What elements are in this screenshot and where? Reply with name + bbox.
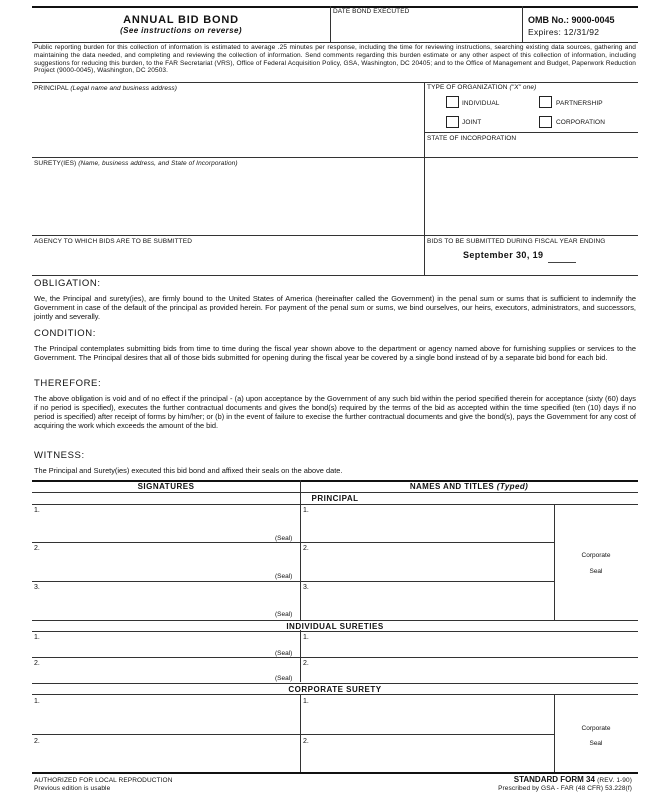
table-divider-1 (300, 480, 301, 620)
fiscal-year-label: BIDS TO BE SUBMITTED DURING FISCAL YEAR ENDING (427, 238, 606, 245)
individual-sureties-header-line (32, 631, 638, 632)
condition-text: The Principal contemplates submitting bids from time to time during the fiscal year shown above to the department or agency named above for furnishing supplies or services to the Government. The Principal desires that all of those bids submitted for opening during the fiscal year be covered by a single bond instead of by a separate bid bond for each bid. (34, 344, 636, 362)
previous-edition-note: Previous edition is usable (34, 785, 111, 792)
org-type-label (427, 84, 536, 91)
partnership-label: PARTNERSHIP (556, 100, 603, 107)
individual-surety-name-2-number: 2. (303, 660, 309, 667)
names-titles-label: NAMES AND TITLES (409, 482, 495, 491)
org-type-label-text: TYPE OF ORGANIZATION (427, 84, 508, 91)
form-title: ANNUAL BID BOND (123, 14, 239, 26)
principal-seal-1: (Seal) (275, 535, 293, 542)
corporate-surety-corporate-label: Corporate (581, 725, 611, 732)
principal-seal-3: (Seal) (275, 611, 293, 618)
principal-corporate-label: Corporate (581, 552, 611, 559)
names-titles-hint: (Typed) (496, 482, 529, 491)
individual-surety-signature-1-field[interactable] (42, 633, 294, 657)
principal-name-1-number: 1. (303, 507, 309, 514)
signatures-column-header: SIGNATURES (137, 482, 195, 491)
individual-surety-signature-2-field[interactable] (42, 659, 294, 681)
individual-surety-1-number: 1. (34, 634, 40, 641)
surety-label (34, 160, 238, 167)
principal-name-3-field[interactable] (312, 583, 550, 619)
corporate-surety-name-2-field[interactable] (312, 737, 550, 771)
table-bottom-border (32, 772, 638, 774)
agency-field[interactable] (34, 247, 420, 273)
obligation-heading: OBLIGATION: (34, 278, 101, 289)
corporation-label: CORPORATION (556, 119, 606, 126)
individual-surety-row-line (32, 657, 638, 658)
state-top-line (424, 132, 638, 133)
names-titles-column-header (300, 482, 638, 491)
corporate-surety-name-2-number: 2. (303, 738, 309, 745)
date-bond-executed-field[interactable] (334, 16, 520, 40)
individual-surety-name-2-field[interactable] (312, 659, 634, 681)
principal-section-line (32, 504, 638, 505)
expiration-date: Expires: 12/31/92 (528, 27, 600, 37)
principal-label (34, 85, 177, 92)
individual-surety-seal-2: (Seal) (275, 675, 293, 682)
surety-hint: (Name, business address, and State of Incorporation) (78, 160, 238, 167)
surety-top-line (32, 157, 638, 158)
therefore-text: The above obligation is void and of no effect if the principal - (a) upon acceptance by the Government of any such bid within the period specified therein for acceptance (sixty (60) days if no period is specified), executes the further contractual documents and gives the bond(s) required by the terms of the bid as accepted within the time specified (ten (10) days if no period is specified) after receipt of forms by him/her; or (b) in the event of failure to execise the further contractual documents and give the bond(s), pays the Government for any cost of acquiring the work which exceeds the amount of the bid. (34, 394, 636, 430)
standard-form-line (514, 775, 632, 784)
individual-surety-name-1-number: 1. (303, 634, 309, 641)
joint-checkbox[interactable] (446, 116, 459, 128)
principal-name-1-field[interactable] (312, 506, 550, 542)
principal-field[interactable] (34, 94, 420, 154)
principal-signature-1-number: 1. (34, 507, 40, 514)
table-header-line (32, 492, 638, 493)
partnership-checkbox[interactable] (539, 96, 552, 108)
individual-label: INDIVIDUAL (462, 100, 500, 107)
agency-top-line (32, 235, 638, 236)
corporation-checkbox[interactable] (539, 116, 552, 128)
state-of-incorporation-field[interactable] (428, 144, 634, 156)
omb-number: OMB No.: 9000-0045 (528, 15, 615, 25)
corporate-surety-1-number: 1. (34, 698, 40, 705)
principal-top-line (32, 82, 638, 83)
witness-heading: WITNESS: (34, 450, 85, 461)
corporate-surety-name-1-number: 1. (303, 698, 309, 705)
header-divider-right (522, 6, 523, 42)
corporate-surety-name-1-field[interactable] (312, 697, 550, 733)
table-divider-3 (300, 694, 301, 772)
corporate-surety-signature-2-field[interactable] (42, 737, 294, 771)
individual-checkbox[interactable] (446, 96, 459, 108)
principal-signature-1-field[interactable] (42, 506, 294, 542)
principal-hint: (Legal name and business address) (70, 85, 178, 92)
state-of-incorporation-label: STATE OF INCORPORATION (427, 135, 517, 142)
form-subtitle: (See instructions on reverse) (120, 26, 242, 35)
surety-label-text: SURETY(IES) (34, 160, 77, 167)
witness-text: The Principal and Surety(ies) executed this bid bond and affixed their seals on the above date. (34, 466, 343, 475)
corporate-surety-seal-label: Seal (589, 740, 603, 747)
individual-sureties-heading: INDIVIDUAL SURETIES (286, 622, 384, 631)
principal-row-1-line (32, 542, 554, 543)
corporate-surety-2-number: 2. (34, 738, 40, 745)
principal-signature-3-field[interactable] (42, 583, 294, 619)
therefore-heading: THEREFORE: (34, 378, 102, 389)
date-bond-executed-label: DATE BOND EXECUTED (333, 8, 410, 15)
principal-name-3-number: 3. (303, 584, 309, 591)
principal-seal-label: Seal (589, 568, 603, 575)
corporate-surety-heading: CORPORATE SURETY (288, 685, 382, 694)
agency-bottom-line (32, 275, 638, 276)
principal-name-2-field[interactable] (312, 544, 550, 580)
org-type-hint: ("X" one) (509, 84, 537, 91)
corporate-seal-divider-2 (554, 694, 555, 772)
burden-notice: Public reporting burden for this collection of information is estimated to average .25 minutes per response, including the time for reviewing instructions, searching existing data sources, gathering and maintaining the data needed, and completing and reviewing the collection of information. Send comments regarding this burden estimate or any other aspect of this collection of information, including suggestions for reducing this burden, to the FAR Secretariat (VRS), Office of Federal Acquisition Policy, GSA, Washington, DC 20405; and to the Office of Management and Budget, Paperwork Reduction Project (9000-0045), Washington, DC 20503. (34, 44, 636, 75)
header-bottom-line (32, 42, 638, 43)
corporate-surety-signature-1-field[interactable] (42, 697, 294, 733)
table-divider-2 (300, 630, 301, 682)
individual-surety-2-number: 2. (34, 660, 40, 667)
principal-name-2-number: 2. (303, 545, 309, 552)
standard-form-name: STANDARD FORM 34 (513, 775, 595, 784)
corporate-seal-divider-1 (554, 504, 555, 620)
surety-field[interactable] (34, 170, 634, 232)
principal-section-heading: PRINCIPAL (311, 494, 359, 503)
authorized-reproduction: AUTHORIZED FOR LOCAL REPRODUCTION (34, 777, 173, 784)
corporate-surety-header-line (32, 694, 638, 695)
principal-seal-2: (Seal) (275, 573, 293, 580)
obligation-text: We, the Principal and surety(ies), are firmly bound to the United States of America (hereinafter called the Government) in the penal sum or sums that is sufficient to indemnify the Government in case of the default of the principal as provided herein. For payment of the penal sum or sums, we bind ourselves, our heirs, executors, administrators, and successors, jointly and severally. (34, 294, 636, 321)
individual-surety-seal-1: (Seal) (275, 650, 293, 657)
principal-signature-3-number: 3. (34, 584, 40, 591)
principal-signature-2-field[interactable] (42, 544, 294, 580)
fiscal-year-blank[interactable] (548, 262, 576, 263)
prescribed-by: Prescribed by GSA - FAR (48 CFR) 53.228(f) (498, 785, 632, 792)
agency-label: AGENCY TO WHICH BIDS ARE TO BE SUBMITTED (34, 238, 192, 245)
header-divider-left (330, 6, 331, 42)
principal-label-text: PRINCIPAL (34, 85, 69, 92)
individual-sureties-top-line (32, 620, 638, 621)
joint-label: JOINT (462, 119, 482, 126)
fiscal-year-value: September 30, 19 (463, 250, 544, 260)
condition-heading: CONDITION: (34, 328, 96, 339)
individual-surety-name-1-field[interactable] (312, 633, 634, 657)
principal-row-2-line (32, 581, 554, 582)
principal-signature-2-number: 2. (34, 545, 40, 552)
corporate-surety-row-line (32, 734, 554, 735)
corporate-surety-top-line (32, 683, 638, 684)
form-revision: (REV. 1-90) (597, 777, 632, 784)
